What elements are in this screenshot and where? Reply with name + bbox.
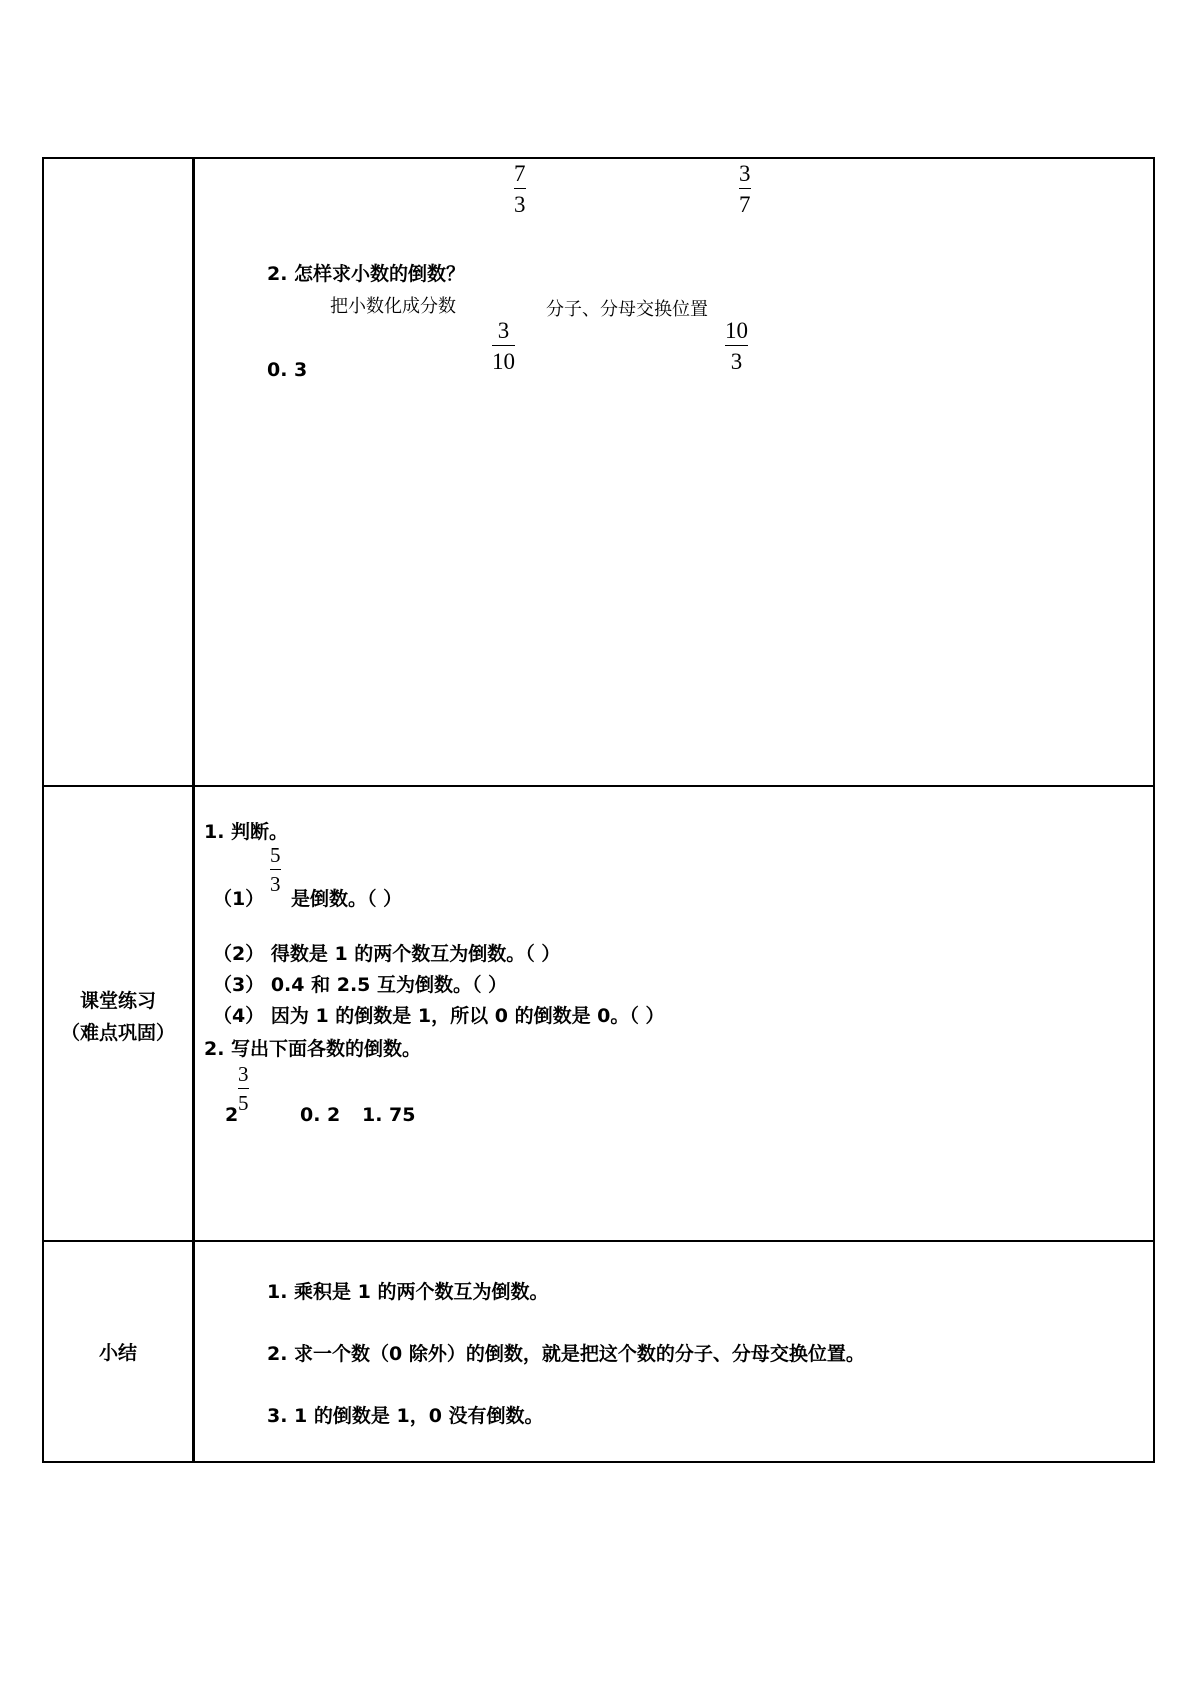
row-divider-1 — [42, 785, 1155, 787]
value-one-point-seven-five: 1. 75 — [362, 1104, 416, 1126]
value-zero-point-two: 0. 2 — [300, 1104, 341, 1126]
practice-label-title: 课堂练习 — [79, 990, 156, 1012]
practice-label-subtitle: （难点巩固） — [60, 1022, 175, 1044]
fraction-bar — [270, 869, 281, 870]
practice-item-4: （4） 因为 1 的倒数是 1，所以 0 的倒数是 0。（ ） — [213, 1005, 665, 1027]
decimal-value: 0. 3 — [267, 359, 308, 381]
fraction-five-thirds — [270, 845, 281, 895]
fraction-bar — [238, 1088, 249, 1089]
practice-item-3: （3） 0.4 和 2.5 互为倒数。（ ） — [213, 974, 508, 996]
table-right-border — [1153, 157, 1155, 1463]
fraction-denominator: 5 — [238, 1091, 249, 1115]
step-convert-label: 把小数化成分数 — [330, 296, 456, 316]
column-divider — [192, 157, 195, 1463]
mixed-number-whole: 2 — [225, 1104, 239, 1126]
fraction-denominator: 3 — [514, 192, 526, 217]
step-swap-label: 分子、分母交换位置 — [546, 299, 708, 319]
table-top-border — [42, 157, 1155, 159]
fraction-bar — [739, 188, 751, 189]
fraction-three-sevenths — [739, 162, 751, 216]
fraction-bar — [725, 345, 748, 346]
fraction-numerator: 10 — [725, 318, 748, 343]
summary-point-1: 1. 乘积是 1 的两个数互为倒数。 — [267, 1281, 549, 1303]
summary-label: 小结 — [98, 1342, 137, 1364]
row-divider-2 — [42, 1240, 1155, 1242]
fraction-denominator: 7 — [739, 192, 751, 217]
practice-item-1-prefix: （1） — [213, 888, 265, 910]
fraction-bar — [492, 345, 515, 346]
summary-point-3: 3. 1 的倒数是 1，0 没有倒数。 — [267, 1405, 544, 1427]
fraction-denominator: 3 — [730, 349, 743, 374]
table-left-border — [42, 157, 44, 1463]
practice-item-2: （2） 得数是 1 的两个数互为倒数。（ ） — [213, 943, 561, 965]
summary-point-2: 2. 求一个数（0 除外）的倒数，就是把这个数的分子、分母交换位置。 — [267, 1343, 865, 1365]
fraction-numerator: 5 — [270, 843, 281, 867]
practice-q2-title: 2. 写出下面各数的倒数。 — [204, 1038, 422, 1060]
question-2-title: 2. 怎样求小数的倒数？ — [267, 263, 466, 285]
fraction-denominator: 10 — [492, 349, 515, 374]
table-bottom-border — [42, 1461, 1155, 1463]
fraction-numerator: 3 — [238, 1062, 249, 1086]
fraction-bar — [514, 188, 526, 189]
practice-item-1-text: 是倒数。（ ） — [291, 888, 403, 910]
practice-q1-title: 1. 判断。 — [204, 821, 289, 843]
fraction-ten-thirds — [725, 319, 748, 373]
fraction-numerator: 3 — [497, 318, 510, 343]
fraction-three-tenths — [492, 319, 515, 373]
fraction-numerator: 3 — [739, 161, 751, 186]
practice-label — [44, 985, 192, 1049]
mixed-number-fraction — [238, 1064, 249, 1114]
fraction-denominator: 3 — [270, 872, 281, 896]
fraction-seven-thirds — [514, 162, 526, 216]
fraction-numerator: 7 — [514, 161, 526, 186]
